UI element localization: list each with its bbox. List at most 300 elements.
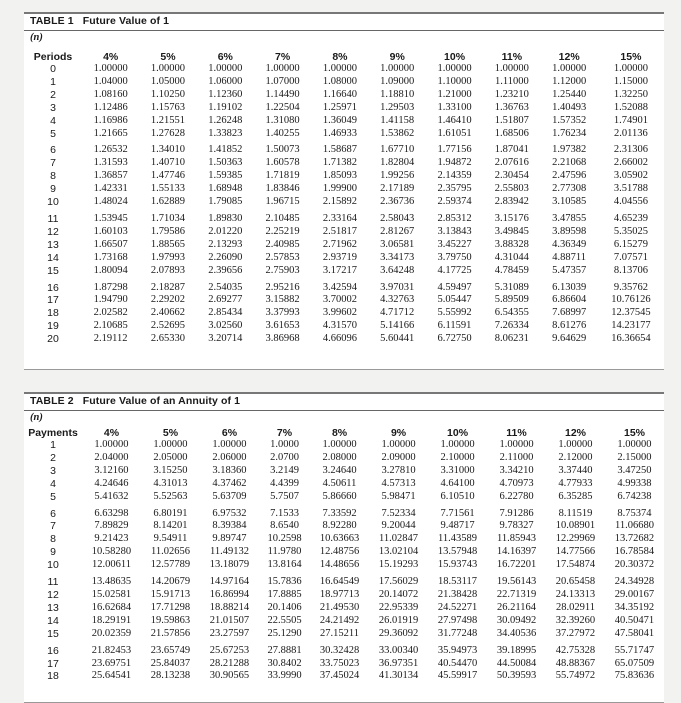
value-cell: 11.02656 bbox=[150, 546, 190, 558]
value-cell: 45.59917 bbox=[437, 670, 478, 682]
value-cell: 1.00000 bbox=[613, 63, 648, 74]
value-cell: 14.48656 bbox=[319, 559, 360, 571]
value-cell: 1.21551 bbox=[150, 114, 186, 126]
value-cell: 14.20679 bbox=[150, 576, 191, 588]
table-row bbox=[24, 452, 664, 465]
value-cell: 12.57789 bbox=[150, 559, 191, 571]
period-cell: 1 bbox=[50, 75, 56, 88]
value-cell: 4.04556 bbox=[613, 196, 648, 208]
value-cell: 24.13313 bbox=[555, 588, 596, 600]
table-row bbox=[24, 115, 664, 128]
value-cell: 1.00000 bbox=[322, 63, 357, 74]
value-cell: 9.89747 bbox=[212, 533, 247, 545]
value-cell: 3.45227 bbox=[437, 238, 472, 250]
value-cell: 8.13706 bbox=[613, 264, 648, 276]
value-cell: 1.59385 bbox=[208, 170, 243, 182]
value-cell: 55.74972 bbox=[555, 670, 596, 682]
value-cell: 3.37440 bbox=[558, 464, 593, 476]
table-2-heading: Future Value of an Annuity of 1 bbox=[82, 395, 241, 407]
value-cell: 7.07571 bbox=[613, 251, 648, 263]
value-cell: 14.16397 bbox=[496, 546, 537, 558]
value-cell: 30.90565 bbox=[209, 670, 250, 682]
value-cell: 27.8881 bbox=[267, 644, 302, 656]
table-row bbox=[24, 239, 664, 252]
value-cell: 2.83942 bbox=[494, 196, 529, 208]
value-cell: 12.37545 bbox=[611, 307, 651, 319]
period-cell: 15 bbox=[47, 264, 59, 277]
value-cell: 25.67253 bbox=[209, 644, 250, 656]
value-cell: 1.87041 bbox=[494, 144, 529, 156]
table-1-body bbox=[24, 63, 664, 346]
value-cell: 1.77156 bbox=[437, 144, 472, 156]
value-cell: 1.41158 bbox=[380, 114, 415, 126]
value-cell: 1.04000 bbox=[93, 75, 128, 87]
period-cell: 13 bbox=[47, 601, 59, 614]
value-cell: 1.46933 bbox=[322, 127, 357, 139]
value-cell: 1.47746 bbox=[150, 170, 186, 182]
value-cell: 3.89598 bbox=[552, 225, 587, 237]
value-cell: 26.01919 bbox=[378, 614, 419, 626]
value-cell: 2.11000 bbox=[499, 451, 534, 463]
value-cell: 28.21288 bbox=[209, 657, 250, 669]
value-cell: 6.86604 bbox=[552, 294, 587, 306]
value-cell: 2.75903 bbox=[265, 264, 300, 276]
value-cell: 3.99602 bbox=[322, 307, 357, 319]
value-cell: 4.31044 bbox=[494, 251, 529, 263]
value-cell: 2.07616 bbox=[494, 157, 529, 169]
value-cell: 2.01220 bbox=[208, 225, 243, 237]
value-cell: 2.01136 bbox=[614, 127, 648, 139]
value-cell: 5.14166 bbox=[380, 320, 415, 332]
table-row bbox=[24, 209, 664, 226]
value-cell: 37.45024 bbox=[319, 670, 360, 682]
value-cell: 47.58041 bbox=[614, 627, 655, 639]
value-cell: 2.29202 bbox=[150, 294, 186, 306]
value-cell: 2.31306 bbox=[613, 144, 648, 156]
value-cell: 12.29969 bbox=[555, 533, 596, 545]
table-row bbox=[24, 439, 664, 452]
value-cell: 25.1290 bbox=[267, 627, 302, 639]
value-cell: 1.61051 bbox=[437, 127, 472, 139]
value-cell: 1.32250 bbox=[613, 88, 648, 100]
value-cell: 2.02582 bbox=[93, 307, 128, 319]
value-cell: 1.52088 bbox=[613, 101, 648, 113]
value-cell: 1.08000 bbox=[322, 75, 357, 87]
period-cell: 2 bbox=[50, 88, 56, 101]
value-cell: 4.77933 bbox=[558, 477, 593, 489]
value-cell: 2.19112 bbox=[93, 333, 128, 345]
table-2-n-label: (n) bbox=[30, 412, 43, 423]
value-cell: 2.17189 bbox=[380, 183, 415, 195]
value-cell: 2.54035 bbox=[208, 281, 243, 293]
value-cell: 3.17217 bbox=[322, 264, 357, 276]
value-cell: 22.5505 bbox=[267, 614, 302, 626]
table-1-n-label: (n) bbox=[30, 32, 43, 43]
value-cell: 1.83846 bbox=[265, 183, 300, 195]
value-cell: 1.42331 bbox=[93, 183, 128, 195]
value-cell: 1.73168 bbox=[93, 251, 128, 263]
table-row bbox=[24, 615, 664, 628]
value-cell: 22.95339 bbox=[378, 601, 419, 613]
value-cell: 1.97993 bbox=[150, 251, 186, 263]
value-cell: 1.27628 bbox=[150, 127, 186, 139]
value-cell: 6.22780 bbox=[499, 490, 534, 502]
value-cell: 2.52695 bbox=[150, 320, 186, 332]
value-cell: 11.43589 bbox=[438, 533, 478, 545]
value-cell: 7.71561 bbox=[440, 507, 475, 519]
value-cell: 20.14072 bbox=[378, 588, 419, 600]
period-cell: 5 bbox=[50, 127, 56, 140]
period-cell: 7 bbox=[50, 520, 56, 533]
table-row bbox=[24, 641, 664, 658]
value-cell: 33.00340 bbox=[378, 644, 419, 656]
value-cell: 2.15000 bbox=[617, 451, 652, 463]
value-cell: 2.09000 bbox=[381, 451, 416, 463]
value-cell: 3.24640 bbox=[322, 464, 357, 476]
value-cell: 1.18810 bbox=[380, 88, 415, 100]
value-cell: 1.12000 bbox=[552, 75, 587, 87]
table-row bbox=[24, 546, 664, 559]
value-cell: 16.64549 bbox=[319, 576, 360, 588]
value-cell: 2.10000 bbox=[440, 451, 475, 463]
value-cell: 3.42594 bbox=[322, 281, 357, 293]
value-cell: 18.88214 bbox=[209, 601, 250, 613]
value-cell: 5.98471 bbox=[381, 490, 416, 502]
value-cell: 2.77308 bbox=[552, 183, 587, 195]
value-cell: 65.07509 bbox=[614, 657, 655, 669]
value-cell: 1.26532 bbox=[93, 144, 128, 156]
value-cell: 4.65239 bbox=[613, 212, 648, 224]
value-cell: 11.9780 bbox=[267, 546, 302, 558]
value-cell: 4.70973 bbox=[499, 477, 534, 489]
value-cell: 1.80094 bbox=[93, 264, 128, 276]
table-row bbox=[24, 196, 664, 209]
value-cell: 44.50084 bbox=[496, 657, 537, 669]
value-cell: 21.01507 bbox=[209, 614, 250, 626]
value-cell: 8.39384 bbox=[212, 520, 247, 532]
value-cell: 37.27972 bbox=[555, 627, 596, 639]
value-cell: 6.80191 bbox=[153, 507, 188, 519]
value-cell: 3.2149 bbox=[270, 464, 299, 476]
value-cell: 1.19102 bbox=[208, 101, 243, 113]
value-cell: 2.36736 bbox=[380, 196, 415, 208]
value-cell: 31.77248 bbox=[437, 627, 478, 639]
period-cell: 5 bbox=[50, 490, 56, 503]
value-cell: 20.30372 bbox=[614, 559, 655, 571]
value-cell: 3.20714 bbox=[208, 333, 243, 345]
value-cell: 16.72201 bbox=[496, 559, 537, 571]
value-cell: 3.02560 bbox=[208, 320, 243, 332]
value-cell: 3.34173 bbox=[380, 251, 415, 263]
value-cell: 1.88565 bbox=[150, 238, 186, 250]
value-cell: 4.66096 bbox=[322, 333, 357, 345]
value-cell: 29.00167 bbox=[614, 588, 655, 600]
value-cell: 40.54470 bbox=[437, 657, 478, 669]
value-cell: 3.61653 bbox=[265, 320, 300, 332]
value-cell: 10.58280 bbox=[91, 546, 132, 558]
value-cell: 1.71034 bbox=[150, 212, 186, 224]
value-cell: 6.72750 bbox=[437, 333, 472, 345]
value-cell: 1.21665 bbox=[93, 127, 128, 139]
value-cell: 3.06581 bbox=[380, 238, 415, 250]
value-cell: 1.66507 bbox=[93, 238, 128, 250]
value-cell: 24.34928 bbox=[614, 576, 655, 588]
value-cell: 4.36349 bbox=[552, 238, 587, 250]
annuity-table-card bbox=[24, 392, 664, 703]
value-cell: 5.52563 bbox=[153, 490, 188, 502]
period-cell: 11 bbox=[47, 576, 59, 589]
value-cell: 1.00000 bbox=[437, 63, 472, 74]
value-cell: 23.69751 bbox=[91, 657, 132, 669]
period-cell: 7 bbox=[50, 157, 56, 170]
table-row bbox=[24, 491, 664, 504]
value-cell: 11.02847 bbox=[379, 533, 419, 545]
period-cell: 9 bbox=[50, 546, 56, 559]
value-cell: 1.00000 bbox=[494, 63, 529, 74]
value-cell: 17.8885 bbox=[267, 588, 302, 600]
value-cell: 10.08901 bbox=[555, 520, 596, 532]
period-cell: 18 bbox=[47, 307, 59, 320]
value-cell: 24.52271 bbox=[437, 601, 478, 613]
value-cell: 2.25219 bbox=[265, 225, 300, 237]
value-cell: 1.40255 bbox=[265, 127, 300, 139]
value-cell: 27.97498 bbox=[437, 614, 478, 626]
value-cell: 1.29503 bbox=[380, 101, 415, 113]
value-cell: 2.13293 bbox=[208, 238, 243, 250]
period-cell: 6 bbox=[50, 507, 56, 520]
value-cell: 1.06000 bbox=[208, 75, 243, 87]
value-cell: 9.48717 bbox=[440, 520, 475, 532]
value-cell: 1.31080 bbox=[265, 114, 300, 126]
value-cell: 1.07000 bbox=[265, 75, 300, 87]
value-cell: 3.12160 bbox=[94, 464, 129, 476]
value-cell: 8.06231 bbox=[494, 333, 529, 345]
value-cell: 36.97351 bbox=[378, 657, 419, 669]
period-cell: 8 bbox=[50, 533, 56, 546]
value-cell: 2.71962 bbox=[322, 238, 357, 250]
value-cell: 5.35025 bbox=[613, 225, 648, 237]
value-cell: 3.70002 bbox=[322, 294, 357, 306]
value-cell: 2.10485 bbox=[265, 212, 300, 224]
value-cell: 9.35762 bbox=[613, 281, 648, 293]
value-cell: 4.78459 bbox=[494, 264, 529, 276]
value-cell: 1.00000 bbox=[381, 439, 416, 450]
value-cell: 4.24646 bbox=[94, 477, 129, 489]
table-2-body bbox=[24, 439, 664, 683]
value-cell: 1.00000 bbox=[499, 439, 534, 450]
value-cell: 1.36857 bbox=[93, 170, 128, 182]
value-cell: 25.64541 bbox=[91, 670, 132, 682]
period-cell: 10 bbox=[47, 196, 59, 209]
value-cell: 15.91713 bbox=[150, 588, 191, 600]
period-cell: 14 bbox=[47, 614, 59, 627]
value-cell: 4.32763 bbox=[380, 294, 415, 306]
value-cell: 2.04000 bbox=[94, 451, 129, 463]
period-cell: 13 bbox=[47, 238, 59, 251]
value-cell: 20.1406 bbox=[267, 601, 302, 613]
value-cell: 16.86994 bbox=[209, 588, 250, 600]
value-cell: 3.15176 bbox=[494, 212, 529, 224]
value-cell: 14.77566 bbox=[555, 546, 596, 558]
value-cell: 1.97382 bbox=[552, 144, 587, 156]
value-cell: 1.33100 bbox=[437, 101, 472, 113]
value-cell: 8.11519 bbox=[558, 507, 593, 519]
table-row bbox=[24, 465, 664, 478]
value-cell: 1.57352 bbox=[552, 114, 587, 126]
value-cell: 1.31593 bbox=[93, 157, 128, 169]
value-cell: 6.97532 bbox=[212, 507, 247, 519]
value-cell: 1.60103 bbox=[93, 225, 128, 237]
value-cell: 30.32428 bbox=[319, 644, 360, 656]
period-cell: 8 bbox=[50, 170, 56, 183]
value-cell: 1.79586 bbox=[150, 225, 186, 237]
value-cell: 1.00000 bbox=[322, 439, 357, 450]
table-row bbox=[24, 559, 664, 572]
value-cell: 1.09000 bbox=[380, 75, 415, 87]
value-cell: 1.00000 bbox=[558, 439, 593, 450]
value-cell: 21.38428 bbox=[437, 588, 478, 600]
value-cell: 2.59374 bbox=[437, 196, 472, 208]
rate-header: 6% bbox=[217, 50, 233, 63]
value-cell: 2.08000 bbox=[322, 451, 357, 463]
value-cell: 2.57853 bbox=[265, 251, 300, 263]
value-cell: 2.55803 bbox=[494, 183, 529, 195]
period-cell: 17 bbox=[47, 657, 59, 670]
period-cell: 2 bbox=[50, 451, 56, 464]
value-cell: 8.61276 bbox=[552, 320, 587, 332]
value-cell: 1.00000 bbox=[94, 439, 129, 450]
value-cell: 1.00000 bbox=[150, 63, 186, 74]
value-cell: 7.26334 bbox=[494, 320, 529, 332]
value-cell: 2.39656 bbox=[208, 264, 243, 276]
value-cell: 9.54911 bbox=[153, 533, 188, 545]
rate-header: 8% bbox=[331, 426, 348, 439]
value-cell: 7.89829 bbox=[94, 520, 129, 532]
value-cell: 1.68948 bbox=[208, 183, 243, 195]
value-cell: 1.10250 bbox=[150, 88, 186, 100]
value-cell: 1.22504 bbox=[265, 101, 300, 113]
value-cell: 1.87298 bbox=[93, 281, 128, 293]
table-row bbox=[24, 572, 664, 589]
value-cell: 2.07893 bbox=[150, 264, 186, 276]
value-cell: 1.53862 bbox=[380, 127, 415, 139]
period-cell: 10 bbox=[47, 559, 59, 572]
value-cell: 1.00000 bbox=[153, 439, 188, 450]
period-cell: 15 bbox=[47, 627, 59, 640]
value-cell: 1.50363 bbox=[208, 157, 243, 169]
value-cell: 2.35795 bbox=[437, 183, 472, 195]
value-cell: 2.40985 bbox=[265, 238, 300, 250]
value-cell: 3.47855 bbox=[552, 212, 587, 224]
value-cell: 5.60441 bbox=[380, 333, 415, 345]
rate-header: 7% bbox=[276, 426, 293, 439]
value-cell: 7.68997 bbox=[552, 307, 587, 319]
rate-header: 12% bbox=[558, 50, 580, 63]
value-cell: 6.74238 bbox=[617, 490, 652, 502]
value-cell: 3.27810 bbox=[381, 464, 416, 476]
value-cell: 3.31000 bbox=[440, 464, 475, 476]
value-cell: 1.99900 bbox=[322, 183, 357, 195]
rate-header: 11% bbox=[501, 50, 523, 63]
value-cell: 9.64629 bbox=[552, 333, 587, 345]
value-cell: 9.21423 bbox=[94, 533, 129, 545]
period-cell: 6 bbox=[50, 144, 56, 157]
value-cell: 26.21164 bbox=[497, 601, 536, 613]
value-cell: 2.51817 bbox=[322, 225, 357, 237]
value-cell: 1.00000 bbox=[265, 63, 300, 74]
value-cell: 13.18079 bbox=[209, 559, 250, 571]
value-cell: 6.15279 bbox=[613, 238, 648, 250]
table-row bbox=[24, 658, 664, 671]
value-cell: 9.20044 bbox=[381, 520, 416, 532]
period-cell: 9 bbox=[50, 183, 56, 196]
table-row bbox=[24, 602, 664, 615]
table-1-top-rule bbox=[24, 30, 664, 31]
value-cell: 5.63709 bbox=[212, 490, 247, 502]
value-cell: 13.57948 bbox=[437, 546, 478, 558]
value-cell: 5.55992 bbox=[437, 307, 472, 319]
value-cell: 5.41632 bbox=[94, 490, 129, 502]
value-cell: 2.30454 bbox=[494, 170, 529, 182]
value-cell: 3.97031 bbox=[380, 281, 415, 293]
value-cell: 1.82804 bbox=[380, 157, 415, 169]
value-cell: 7.1533 bbox=[270, 507, 299, 519]
value-cell: 6.13039 bbox=[552, 281, 587, 293]
value-cell: 50.39593 bbox=[496, 670, 537, 682]
value-cell: 4.71712 bbox=[380, 307, 415, 319]
value-cell: 42.75328 bbox=[555, 644, 596, 656]
period-cell: 17 bbox=[47, 294, 59, 307]
value-cell: 2.40662 bbox=[150, 307, 186, 319]
value-cell: 7.52334 bbox=[381, 507, 416, 519]
value-cell: 8.6540 bbox=[270, 520, 299, 532]
table-row bbox=[24, 520, 664, 533]
value-cell: 1.94790 bbox=[93, 294, 128, 306]
value-cell: 6.54355 bbox=[494, 307, 529, 319]
value-cell: 3.10585 bbox=[552, 196, 587, 208]
value-cell: 3.37993 bbox=[265, 307, 300, 319]
table-1-heading: Future Value of 1 bbox=[82, 15, 170, 27]
rate-header: 12% bbox=[564, 426, 586, 439]
period-cell: 0 bbox=[50, 63, 56, 75]
value-cell: 4.17725 bbox=[437, 264, 472, 276]
value-cell: 1.25440 bbox=[552, 88, 587, 100]
value-cell: 1.26248 bbox=[208, 114, 243, 126]
value-cell: 3.49845 bbox=[494, 225, 529, 237]
value-cell: 35.94973 bbox=[437, 644, 478, 656]
value-cell: 1.25971 bbox=[322, 101, 357, 113]
value-cell: 15.19293 bbox=[378, 559, 419, 571]
value-cell: 34.35192 bbox=[614, 601, 655, 613]
value-cell: 3.18360 bbox=[212, 464, 247, 476]
value-cell: 10.2598 bbox=[267, 533, 302, 545]
table-1-header-row bbox=[24, 50, 664, 63]
value-cell: 40.50471 bbox=[614, 614, 655, 626]
value-cell: 10.63663 bbox=[319, 533, 360, 545]
value-cell: 19.59863 bbox=[150, 614, 191, 626]
value-cell: 4.57313 bbox=[381, 477, 416, 489]
rate-header: 10% bbox=[444, 50, 466, 63]
table-row bbox=[24, 183, 664, 196]
value-cell: 1.00000 bbox=[93, 63, 128, 74]
value-cell: 1.05000 bbox=[150, 75, 186, 87]
value-cell: 2.85312 bbox=[437, 212, 472, 224]
table-row bbox=[24, 265, 664, 278]
value-cell: 5.31089 bbox=[494, 281, 529, 293]
value-cell: 16.62684 bbox=[91, 601, 132, 613]
value-cell: 2.85434 bbox=[208, 307, 243, 319]
value-cell: 5.47357 bbox=[552, 264, 587, 276]
